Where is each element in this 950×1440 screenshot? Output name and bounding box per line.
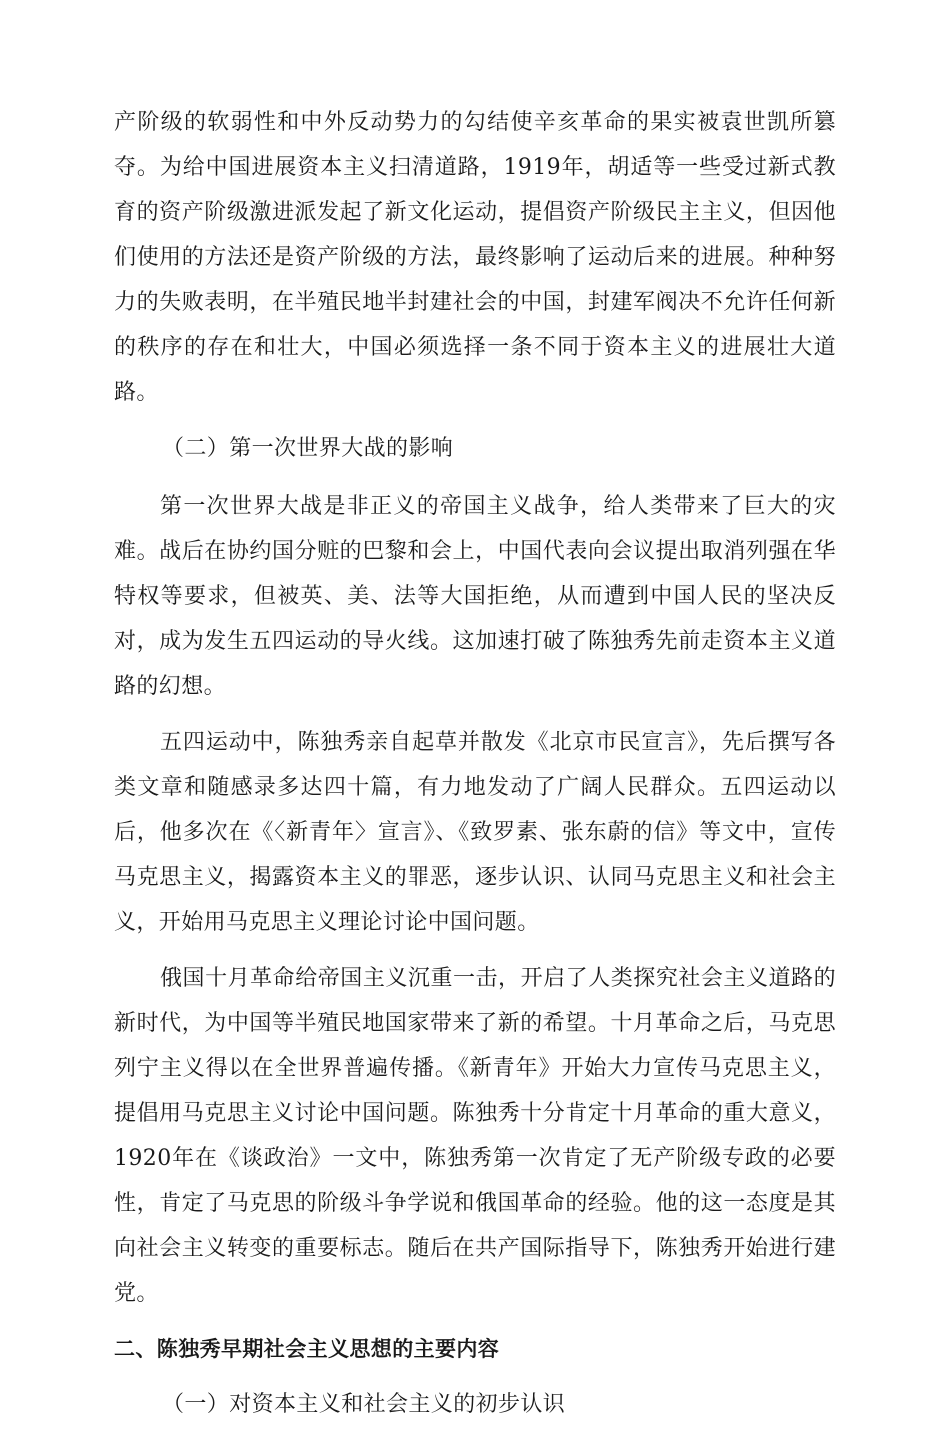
subheading-initial-understanding: （一）对资本主义和社会主义的初步认识	[162, 1392, 566, 1417]
paragraph-continuation: 产阶级的软弱性和中外反动势力的勾结使辛亥革命的果实被袁世凯所篡夺。为给中国进展资本主义扫清道路，1919年，胡适等一些受过新式教育的资产阶级激进派发起了新文化运动，提倡资产阶级民主主义，但因他们使用的方法还是资产阶级的方法，最终影响了运动后来的进展。种种努力的失败表明，在半殖民地半封建社会的中国，封建军阀决不允许任何新的秩序的存在和壮大，中国必须选择一条不同于资本主义的进展壮大道路。	[114, 110, 836, 405]
paragraph-wwi: 第一次世界大战是非正义的帝国主义战争，给人类带来了巨大的灾难。战后在协约国分赃的巴黎和会上，中国代表向会议提出取消列强在华特权等要求，但被英、美、法等大国拒绝，从而遭到中国人民的坚决反对，成为发生五四运动的导火线。这加速打破了陈独秀先前走资本主义道路的幻想。	[114, 494, 836, 699]
document-body	[114, 100, 836, 1440]
section-heading: 二、陈独秀早期社会主义思想的主要内容	[114, 1337, 500, 1361]
subheading-wwi-influence: （二）第一次世界大战的影响	[162, 436, 454, 461]
paragraph-may-fourth: 五四运动中，陈独秀亲自起草并散发《北京市民宣言》，先后撰写各类文章和随感录多达四十篇，有力地发动了广阔人民群众。五四运动以后，他多次在《〈新青年〉宣言》、《致罗素、张东蔚的信》等文中，宣传马克思主义，揭露资本主义的罪恶，逐步认识、认同马克思主义和社会主义，开始用马克思主义理论讨论中国问题。	[114, 730, 836, 935]
paragraph-october-revolution: 俄国十月革命给帝国主义沉重一击，开启了人类探究社会主义道路的新时代，为中国等半殖民地国家带来了新的希望。十月革命之后，马克思列宁主义得以在全世界普遍传播。《新青年》开始大力宣传马克思主义，提倡用马克思主义讨论中国问题。陈独秀十分肯定十月革命的重大意义，1920年在《谈政治》一文中，陈独秀第一次肯定了无产阶级专政的必要性，肯定了马克思的阶级斗争学说和俄国革命的经验。他的这一态度是其向社会主义转变的重要标志。随后在共产国际指导下，陈独秀开始进行建党。	[114, 966, 836, 1306]
